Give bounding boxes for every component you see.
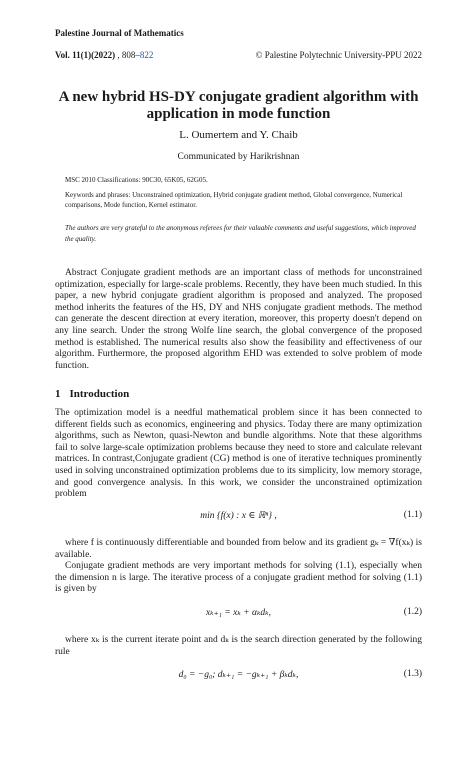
pages-prefix: , 808– <box>115 50 140 60</box>
paragraph-cg-text: Conjugate gradient methods are very important methods for solving (1.1), especially when the dimension n is large. The iterative process of a conjugate gradient method for solving (1.1) is given by <box>55 561 422 595</box>
journal-name: Palestine Journal of Mathematics <box>55 28 184 38</box>
pages-end-link[interactable]: 822 <box>139 50 154 60</box>
authors: L. Oumertem and Y. Chaib <box>179 129 298 141</box>
equation-tag: (1.1) <box>403 510 422 520</box>
abstract-text: Abstract Conjugate gradient methods are an important class of methods for unconstrained optimization, especially for large-scale problems. Recently, they have been much studied. In this paper, a new hybrid conjugate gradient algorithm is proposed and analyzed. The proposed method inherits the features of the HS, DY and NHS conjugate gradient methods. The method can generate the descent direction at every iteration, moreover, this property doesn't depend on any line search. Under the strong Wolfe line search, the global convergence of the proposed method is established. The numerical results also show the feasibility and effectiveness of our algorithm. Furthermore, the proposed algorithm EHD was extended to solve problem of mode function. <box>55 268 422 371</box>
equation-body: xₖ₊₁ = xₖ + αₖdₖ, <box>205 608 272 618</box>
keywords: Keywords and phrases: Unconstrained optimization, Hybrid conjugate gradient method, Global convergence, Numerical comparisons, Mode function, Kernel estimator. <box>65 191 403 209</box>
volume-row <box>55 50 422 60</box>
copyright: © Palestine Polytechnic University-PPU 2022 <box>255 50 422 60</box>
paragraph-gradient-text: where f is continuously differentiable and bounded from below and its gradient gₖ = ∇f(xₖ) is available. <box>55 538 422 560</box>
equation-body: d₀ = −g₀; dₖ₊₁ = −gₖ₊₁ + βₖdₖ, <box>178 670 299 680</box>
paragraph-gradient <box>55 538 422 561</box>
paper-title: A new hybrid HS-DY conjugate gradient algorithm with application in mode function <box>58 89 419 122</box>
volume-info <box>55 50 153 60</box>
communicated-by: Communicated by Harikrishnan <box>177 152 300 162</box>
paragraph-intro: The optimization model is a needful mathematical problem since it has been connected to different fields such as economics, engineering and physics. Today there are many optimization algorithms, such as Newton, quasi-Newton and bundle algorithms. Note that these algorithms fail to solve large-scale optimization problems because they need to store and calculate relevant matrices. In contrast,Conjugate gradient (CG) method is one of iterative techniques prominently used in solving unconstrained optimization problems due to its simplicity, low memory storage, and good convergence analysis. In this work, we consider the unconstrained optimization problem <box>55 408 422 500</box>
section-number: 1 <box>55 388 61 400</box>
volume-number: Vol. 11(1)(2022) <box>55 50 116 60</box>
equation-tag: (1.2) <box>403 607 422 617</box>
section-title: Introduction <box>69 388 130 400</box>
section-heading <box>55 388 129 400</box>
abstract <box>55 268 422 372</box>
msc-classifications: MSC 2010 Classifications: 90C30, 65K05, 62G05. <box>65 176 208 184</box>
paragraph-cg-methods <box>55 561 422 596</box>
acknowledgement: The authors are very grateful to the anonymous referees for their valuable comments and useful suggestions, which improved the quality. <box>65 224 416 243</box>
equation-body: min {f(x) : x ∈ ℝⁿ} , <box>200 511 277 521</box>
paragraph-iterate <box>55 635 422 658</box>
equation-tag: (1.3) <box>403 669 422 679</box>
paragraph-iterate-text: where xₖ is the current iterate point and dₖ is the search direction generated by the following rule <box>55 635 422 657</box>
